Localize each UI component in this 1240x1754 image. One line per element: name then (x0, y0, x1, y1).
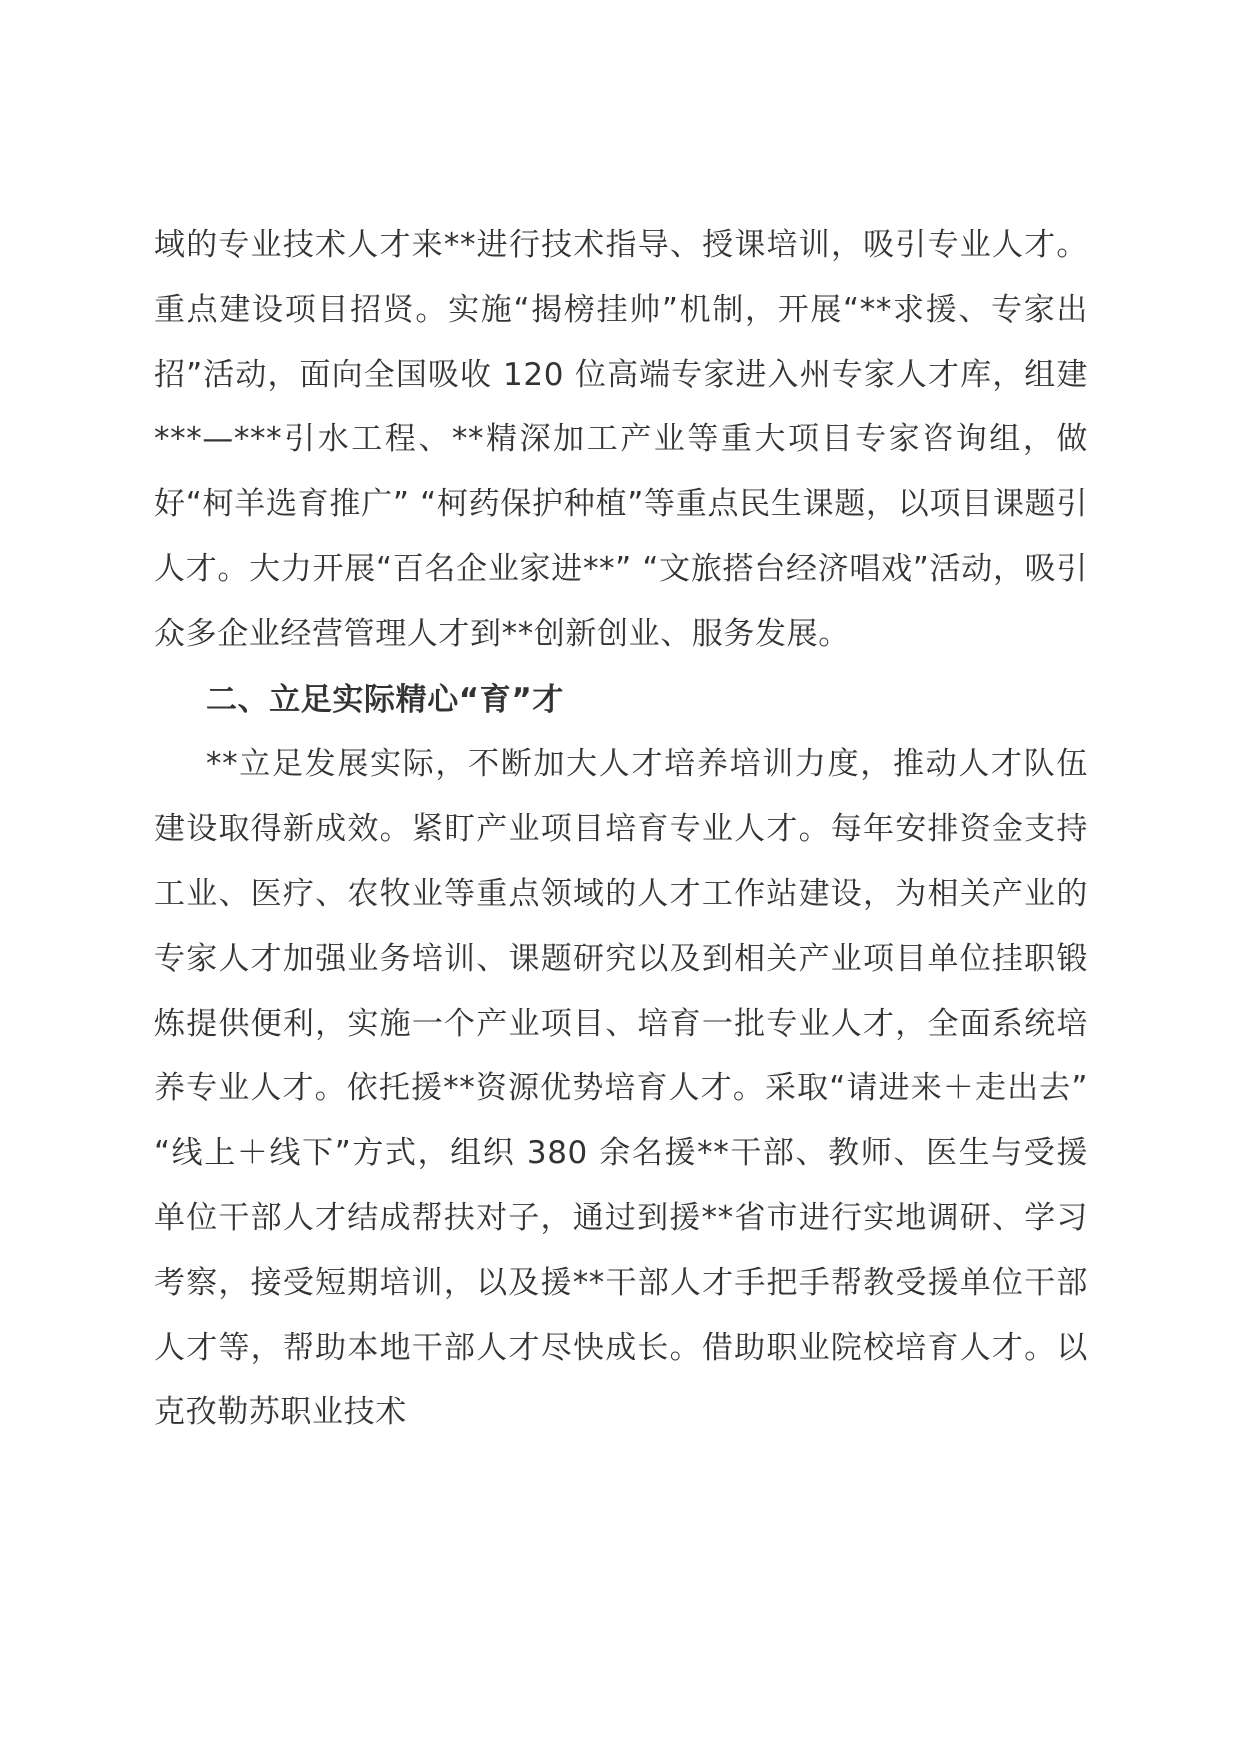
body-paragraph: **立足发展实际，不断加大人才培养培训力度，推动人才队伍建设取得新成效。紧盯产业项目培育专业人才。每年安排资金支持工业、医疗、农牧业等重点领域的人才工作站建设，为相关产业的专家人才加强业务培训、课题研究以及到相关产业项目单位挂职锻炼提供便利，实施一个产业项目、培育一批专业人才，全面系统培养专业人才。依托援**资源优势培育人才。采取“请进来＋走出去” “线上＋线下”方式，组织 380 余名援**干部、教师、医生与受援单位干部人才结成帮扶对子，通过到援**省市进行实地调研、学习考察，接受短期培训，以及援**干部人才手把手帮教受援单位干部人才等，帮助本地干部人才尽快成长。借助职业院校培育人才。以克孜勒苏职业技术 (154, 746, 1088, 1431)
document-body (154, 213, 1088, 1445)
body-paragraph-continued: 域的专业技术人才来**进行技术指导、授课培训，吸引专业人才。重点建设项目招贤。实施“揭榜挂帅”机制，开展“**求援、专家出招”活动，面向全国吸收 120 位高端专家进入州专家人才库，组建***—***引水工程、**精深加工产业等重大项目专家咨询组，做好“柯羊选育推广” “柯药保护种植”等重点民生课题，以项目课题引人才。大力开展“百名企业家进**” “文旅搭台经济唱戏”活动，吸引众多企业经营管理人才到**创新创业、服务发展。 (154, 227, 1088, 652)
section-heading: 二、立足实际精心“育”才 (206, 681, 564, 718)
